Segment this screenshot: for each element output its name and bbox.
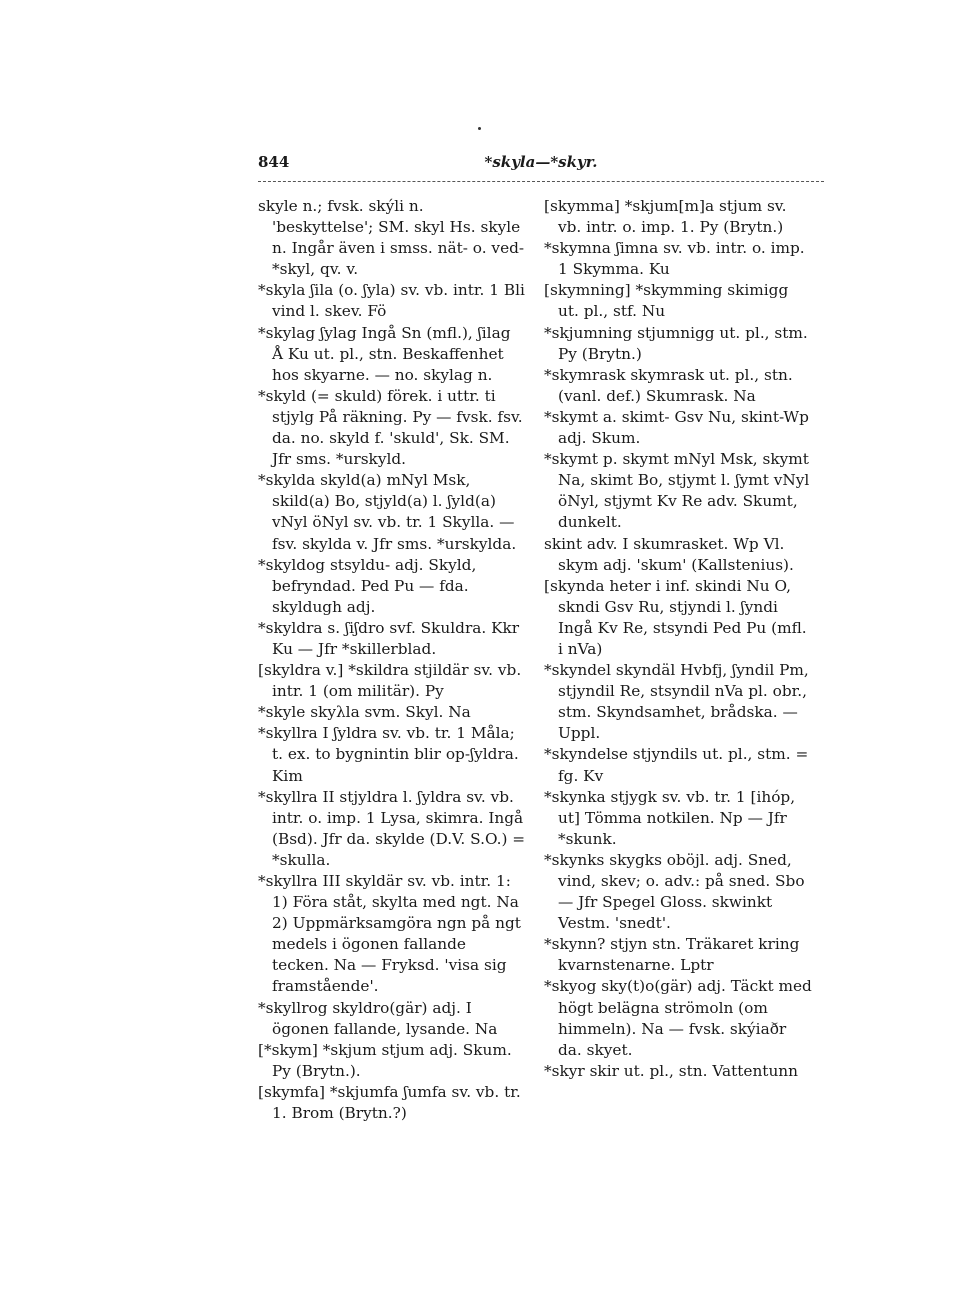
dictionary-entry: skyle n.; fvsk. skýli n. 'beskyttelse'; SM. skyl Hs. skyle n. Ingår även i smss. nät- o. ved-*skyl, qv. v. (258, 197, 525, 279)
dictionary-entry: [skymning] *skymming skimigg ut. pl., stf. Nu (544, 281, 789, 321)
dictionary-entry: *skyldog stsyldu- adj. Skyld, befryndad. Ped Pu — fda. skyldugh adj. (258, 555, 477, 616)
left-column (258, 196, 526, 1124)
dictionary-entry: skint adv. I skumrasket. Wp Vl. skym adj. 'skum' (Kallstenius). (544, 534, 794, 574)
dictionary-entry: *skyldra s. ʃiʃdro svf. Skuldra. Kkr Ku — Jfr *skillerblad. (258, 618, 520, 658)
dictionary-entry: *skyle skyλla svm. Skyl. Na (258, 703, 471, 722)
ink-speck (478, 127, 481, 130)
dictionary-entry: *skyllra III skyldär sv. vb. intr. 1: 1) Föra ståt, skylta med ngt. Na 2) Uppmärksamgöra ngn på ngt medels i ögonen fallande tecken. Na — Fryksd. 'visa sig framstående'. (258, 872, 521, 996)
dictionary-entry: *skylag ʃylag Ingå Sn (mfl.), ʃilag Å Ku ut. pl., stn. Beskaffenhet hos skyarne. — no. skylag n. (258, 323, 511, 384)
dictionary-entry: *skyndel skyndäl Hvbfj, ʃyndil Pm, stjyndil Re, stsyndil nVa pl. obr., stm. Skyndsamhet, brådska. — Uppl. (544, 661, 809, 743)
dictionary-entry: *skynka stjygk sv. vb. tr. 1 [ihóp, ut] Tömma notkilen. Np — Jfr *skunk. (544, 787, 796, 848)
dictionary-entry: *skyllra II stjyldra l. ʃyldra sv. vb. intr. o. imp. 1 Lysa, skimra. Ingå (Bsd). Jfr da. skylde (D.V. S.O.) = *skulla. (258, 787, 526, 869)
dictionary-entry: [skyldra v.] *skildra stjildär sv. vb. intr. 1 (om militär). Py (258, 661, 522, 701)
dictionary-entry: *skyog sky(t)o(gär) adj. Täckt med högt belägna strömoln (om himmeln). Na — fvsk. skýiaðr da. skyet. (544, 977, 812, 1059)
right-column (544, 196, 812, 1082)
dictionary-entry: *skymt a. skimt- Gsv Nu, skint-Wp adj. Skum. (544, 407, 809, 448)
dictionary-entry: *skyndelse stjyndils ut. pl., stm. = fg. Kv (544, 745, 809, 785)
dictionary-entry: [*skym] *skjum stjum adj. Skum. Py (Brytn.). (258, 1040, 512, 1080)
dictionary-entry: *skymt p. skymt mNyl Msk, skymt Na, skimt Bo, stjymt l. ʃymt vNyl öNyl, stjymt Kv Re adv. Skumt, dunkelt. (544, 450, 810, 532)
page-number: 844 (258, 153, 290, 171)
dictionary-entry: [skynda heter i inf. skindi Nu O, skndi Gsv Ru, stjyndi l. ʃyndi Ingå Kv Re, stsyndi Ped Pu (mfl. i nVa) (544, 576, 807, 658)
dictionary-entry: *skyllrog skyldro(gär) adj. I ögonen fallande, lysande. Na (258, 998, 498, 1038)
dictionary-entry: *skyr skir ut. pl., stn. Vattentunn (544, 1061, 799, 1080)
dictionary-entry: *skyllra I ʃyldra sv. vb. tr. 1 Måla; t. ex. to bygnintin blir op-ʃyldra. Kim (258, 724, 519, 785)
dictionary-entry: *skynn? stjyn stn. Träkaret kring kvarnstenarne. Lptr (544, 935, 800, 975)
dictionary-entry: *skjumning stjumnigg ut. pl., stm. Py (Brytn.) (544, 323, 808, 363)
dictionary-entry: *skymna ʃimna sv. vb. intr. o. imp. 1 Skymma. Ku (544, 239, 805, 279)
dictionary-entry: [skymma] *skjum[m]a stjum sv. vb. intr. o. imp. 1. Py (Brytn.) (544, 197, 787, 237)
dictionary-entry: *skyld (= skuld) förek. i uttr. ti stjylg På räkning. Py — fvsk. fsv. da. no. skyld f. 'skuld', Sk. SM. Jfr sms. *urskyld. (258, 386, 523, 469)
dictionary-entry: *skymrask skymrask ut. pl., stn. (vanl. def.) Skumrask. Na (544, 365, 793, 405)
dictionary-entry: [skymfa] *skjumfa ʃumfa sv. vb. tr. 1. Brom (Brytn.?) (258, 1082, 521, 1123)
running-head: *skyla—*skyr. (484, 153, 598, 171)
page-header (258, 153, 824, 179)
dictionary-entry: *skylda skyld(a) mNyl Msk, skild(a) Bo, stjyld(a) l. ʃyld(a) vNyl öNyl sv. vb. tr. 1 Skylla. — fsv. skylda v. Jfr sms. *urskylda. (258, 471, 517, 553)
header-rule (258, 181, 824, 182)
dictionary-entry: *skynks skygks oböjl. adj. Sned, vind, skev; o. adv.: på sned. Sbo — Jfr Spegel Gloss. skwinkt Vestm. 'snedt'. (544, 850, 805, 933)
dictionary-entry: *skyla ʃila (o. ʃyla) sv. vb. intr. 1 Bli vind l. skev. Fö (258, 281, 525, 321)
